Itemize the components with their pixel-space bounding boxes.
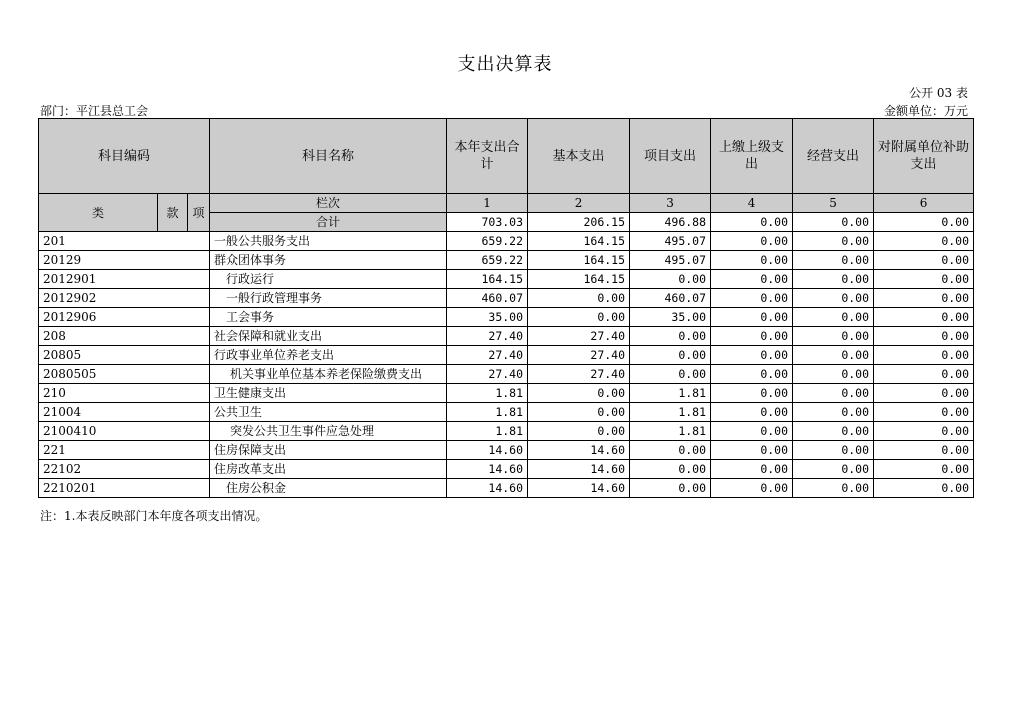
row-name: 住房改革支出 — [210, 460, 447, 479]
header-project: 项目支出 — [630, 119, 711, 194]
row-value: 0.00 — [874, 251, 974, 270]
table-row — [39, 251, 974, 270]
header-kuan: 款 — [158, 194, 188, 232]
row-code: 20805 — [39, 346, 210, 365]
row-code: 2012906 — [39, 308, 210, 327]
row-value: 0.00 — [874, 403, 974, 422]
row-value: 0.00 — [630, 346, 711, 365]
table-row — [39, 460, 974, 479]
page-title: 支出决算表 — [457, 54, 553, 75]
row-value: 0.00 — [793, 270, 874, 289]
row-value: 0.00 — [711, 270, 793, 289]
row-value: 27.40 — [528, 327, 630, 346]
row-value: 0.00 — [711, 251, 793, 270]
row-value: 0.00 — [528, 289, 630, 308]
row-value: 0.00 — [711, 422, 793, 441]
row-value: 35.00 — [630, 308, 711, 327]
row-value: 0.00 — [793, 479, 874, 498]
row-value: 1.81 — [447, 384, 528, 403]
row-value: 0.00 — [528, 384, 630, 403]
row-value: 1.81 — [447, 403, 528, 422]
row-value: 0.00 — [711, 232, 793, 251]
row-value: 164.15 — [528, 232, 630, 251]
header-total: 本年支出合计 — [447, 119, 528, 194]
row-value: 0.00 — [874, 365, 974, 384]
header-subject-name: 科目名称 — [210, 119, 447, 194]
row-value: 0.00 — [711, 441, 793, 460]
row-code: 21004 — [39, 403, 210, 422]
row-code: 20129 — [39, 251, 210, 270]
row-value: 14.60 — [447, 441, 528, 460]
row-value: 460.07 — [447, 289, 528, 308]
row-code: 22102 — [39, 460, 210, 479]
row-name: 机关事业单位基本养老保险缴费支出 — [210, 365, 447, 384]
row-value: 0.00 — [793, 441, 874, 460]
row-value: 1.81 — [447, 422, 528, 441]
row-value: 14.60 — [447, 479, 528, 498]
total-value: 703.03 — [447, 213, 528, 232]
row-value: 0.00 — [711, 308, 793, 327]
row-value: 0.00 — [711, 384, 793, 403]
row-value: 0.00 — [793, 460, 874, 479]
row-value: 495.07 — [630, 251, 711, 270]
row-value: 0.00 — [793, 346, 874, 365]
row-value: 0.00 — [874, 346, 974, 365]
department-label: 部门：平江县总工会 — [40, 104, 149, 118]
row-value: 1.81 — [630, 422, 711, 441]
row-value: 164.15 — [447, 270, 528, 289]
col-num-4: 4 — [711, 194, 793, 213]
row-code: 2210201 — [39, 479, 210, 498]
row-code: 201 — [39, 232, 210, 251]
table-row — [39, 289, 974, 308]
total-label: 合计 — [210, 213, 447, 232]
header-upper: 上缴上级支出 — [711, 119, 793, 194]
row-value: 0.00 — [874, 460, 974, 479]
row-value: 0.00 — [711, 460, 793, 479]
row-value: 0.00 — [793, 232, 874, 251]
row-value: 0.00 — [874, 232, 974, 251]
row-name: 住房保障支出 — [210, 441, 447, 460]
row-value: 0.00 — [711, 346, 793, 365]
row-name: 社会保障和就业支出 — [210, 327, 447, 346]
row-code: 2100410 — [39, 422, 210, 441]
row-value: 0.00 — [793, 403, 874, 422]
row-value: 495.07 — [630, 232, 711, 251]
row-value: 0.00 — [630, 270, 711, 289]
table-row — [39, 308, 974, 327]
row-value: 0.00 — [874, 270, 974, 289]
row-value: 0.00 — [874, 479, 974, 498]
total-value: 0.00 — [793, 213, 874, 232]
total-value: 496.88 — [630, 213, 711, 232]
row-value: 27.40 — [447, 365, 528, 384]
table-row — [39, 327, 974, 346]
row-code: 221 — [39, 441, 210, 460]
header-basic: 基本支出 — [528, 119, 630, 194]
row-name: 行政运行 — [210, 270, 447, 289]
table-row — [39, 403, 974, 422]
table-row — [39, 384, 974, 403]
row-value: 14.60 — [528, 441, 630, 460]
row-value: 659.22 — [447, 251, 528, 270]
row-value: 27.40 — [447, 346, 528, 365]
table-row — [39, 441, 974, 460]
row-name: 一般行政管理事务 — [210, 289, 447, 308]
row-value: 0.00 — [874, 422, 974, 441]
row-value: 0.00 — [630, 460, 711, 479]
row-name: 一般公共服务支出 — [210, 232, 447, 251]
row-name: 行政事业单位养老支出 — [210, 346, 447, 365]
row-value: 164.15 — [528, 251, 630, 270]
row-value: 0.00 — [630, 441, 711, 460]
header-row — [39, 119, 974, 194]
row-code: 2012902 — [39, 289, 210, 308]
row-value: 0.00 — [793, 422, 874, 441]
col-num-5: 5 — [793, 194, 874, 213]
row-name: 群众团体事务 — [210, 251, 447, 270]
column-number-row — [39, 194, 974, 213]
row-value: 1.81 — [630, 384, 711, 403]
row-value: 0.00 — [874, 289, 974, 308]
row-name: 公共卫生 — [210, 403, 447, 422]
table-row — [39, 422, 974, 441]
row-value: 0.00 — [711, 327, 793, 346]
row-value: 0.00 — [528, 308, 630, 327]
row-value: 0.00 — [793, 308, 874, 327]
row-value: 0.00 — [874, 384, 974, 403]
header-subsidy: 对附属单位补助支出 — [874, 119, 974, 194]
row-value: 0.00 — [528, 422, 630, 441]
footnote: 注：1.本表反映部门本年度各项支出情况。 — [40, 509, 268, 523]
header-subject-code: 科目编码 — [39, 119, 210, 194]
col-num-2: 2 — [528, 194, 630, 213]
row-value: 27.40 — [528, 346, 630, 365]
row-code: 2012901 — [39, 270, 210, 289]
row-value: 0.00 — [711, 479, 793, 498]
row-name: 工会事务 — [210, 308, 447, 327]
row-value: 14.60 — [528, 460, 630, 479]
header-lei: 类 — [39, 194, 158, 232]
row-value: 1.81 — [630, 403, 711, 422]
row-value: 659.22 — [447, 232, 528, 251]
unit-label: 金额单位：万元 — [883, 104, 968, 118]
col-num-3: 3 — [630, 194, 711, 213]
form-code: 公开 03 表 — [909, 86, 968, 100]
header-business: 经营支出 — [793, 119, 874, 194]
row-value: 14.60 — [528, 479, 630, 498]
row-name: 住房公积金 — [210, 479, 447, 498]
row-value: 0.00 — [711, 403, 793, 422]
row-value: 0.00 — [874, 441, 974, 460]
row-value: 0.00 — [793, 365, 874, 384]
row-value: 0.00 — [793, 251, 874, 270]
row-value: 0.00 — [711, 289, 793, 308]
row-value: 0.00 — [528, 403, 630, 422]
expenditure-table — [38, 118, 974, 498]
row-value: 14.60 — [447, 460, 528, 479]
row-value: 0.00 — [793, 289, 874, 308]
row-value: 0.00 — [630, 327, 711, 346]
table-row — [39, 270, 974, 289]
col-num-1: 1 — [447, 194, 528, 213]
total-value: 0.00 — [874, 213, 974, 232]
table-row — [39, 479, 974, 498]
table-row — [39, 232, 974, 251]
row-value: 0.00 — [630, 479, 711, 498]
row-value: 0.00 — [874, 308, 974, 327]
table-row — [39, 346, 974, 365]
header-xiang: 项 — [188, 194, 210, 232]
row-value: 27.40 — [447, 327, 528, 346]
row-value: 0.00 — [874, 327, 974, 346]
row-value: 35.00 — [447, 308, 528, 327]
total-value: 206.15 — [528, 213, 630, 232]
row-code: 210 — [39, 384, 210, 403]
row-name: 卫生健康支出 — [210, 384, 447, 403]
row-code: 208 — [39, 327, 210, 346]
header-lanci: 栏次 — [210, 194, 447, 213]
row-value: 0.00 — [793, 384, 874, 403]
row-code: 2080505 — [39, 365, 210, 384]
row-value: 164.15 — [528, 270, 630, 289]
row-value: 27.40 — [528, 365, 630, 384]
table-row — [39, 365, 974, 384]
row-value: 0.00 — [793, 327, 874, 346]
row-value: 460.07 — [630, 289, 711, 308]
row-value: 0.00 — [630, 365, 711, 384]
row-value: 0.00 — [711, 365, 793, 384]
row-name: 突发公共卫生事件应急处理 — [210, 422, 447, 441]
total-value: 0.00 — [711, 213, 793, 232]
col-num-6: 6 — [874, 194, 974, 213]
